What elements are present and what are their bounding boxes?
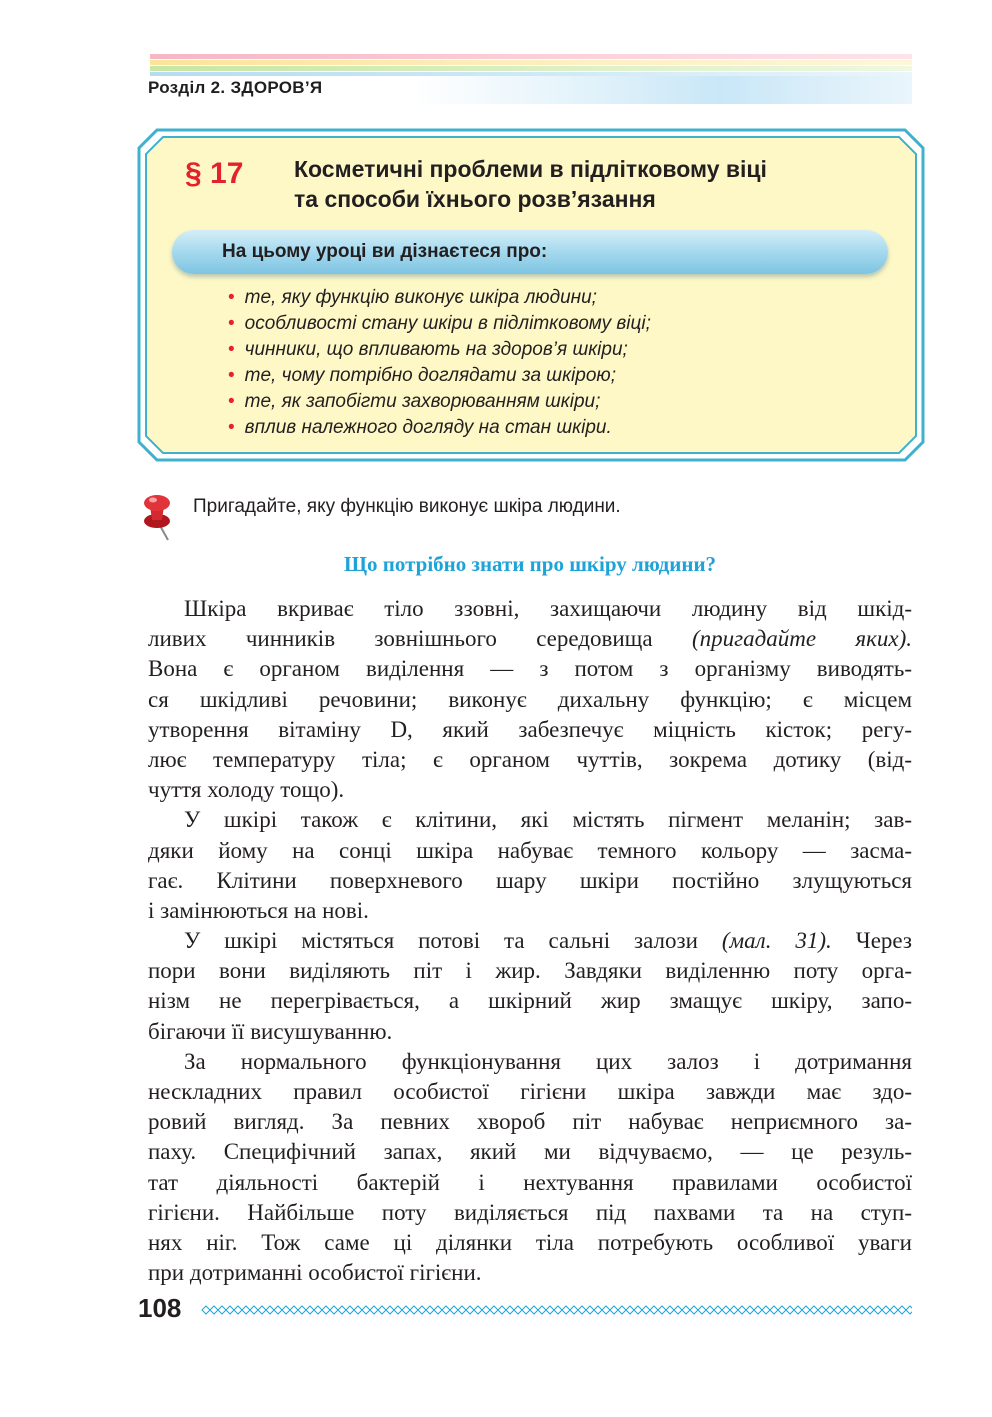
lesson-title-line1: Косметичні проблеми в підлітковому віці <box>294 156 767 182</box>
body-line: при дотриманні особистої гігієни. <box>148 1260 482 1286</box>
body-line: нізм не перегрівається, а шкірний жир змащує шкіру, запо- <box>148 988 912 1014</box>
body-line: нескладних правил особистої гігієни шкіра завжди має здо- <box>148 1079 912 1104</box>
list-item: • те, яку функцію виконує шкіра людини; <box>228 287 597 308</box>
list-item: • те, чому потрібно доглядати за шкірою; <box>228 365 616 386</box>
page-number: 108 <box>138 1293 182 1323</box>
bullet-dot-icon: • <box>228 391 235 412</box>
list-item: • вплив належного догляду на стан шкіри. <box>228 417 612 438</box>
paragraph-number: § 17 <box>185 157 244 190</box>
body-line: і замінюються на нові. <box>148 897 369 923</box>
bullet-dot-icon: • <box>228 287 235 308</box>
body-line: гігієни. Найбільше поту виділяється під пахвами та на ступ- <box>148 1199 912 1225</box>
body-line: тат діяльності бактерій і нехтування правилами особистої <box>148 1169 912 1195</box>
body-line: паху. Специфічний запах, який ми відчуваємо, — це резуль- <box>148 1139 912 1165</box>
body-line: пори вони виділяють піт і жир. Завдяки виділенню поту орга- <box>148 958 912 984</box>
body-line: дяки йому на сонці шкіра набуває темного кольору — засма- <box>148 837 912 863</box>
bullet-dot-icon: • <box>228 313 235 334</box>
body-line: утворення вітаміну D, який забезпечує міцність кісток; регу- <box>148 716 912 742</box>
lesson-title <box>294 154 884 214</box>
footer-ornament <box>200 1304 912 1316</box>
emphasis: (пригадайте яких). <box>691 626 913 652</box>
body-line: Шкіра вкриває тіло ззовні, захищаючи людину від шкід- <box>184 596 912 621</box>
header-stripes <box>150 54 912 76</box>
subheading: Що потрібно знати про шкіру людини? <box>343 552 717 576</box>
bullet-dot-icon: • <box>228 365 235 386</box>
body-line: бігаючи її висушуванню. <box>148 1018 393 1044</box>
pushpin-icon <box>138 492 182 544</box>
emphasis: (мал. 31). <box>721 928 832 954</box>
body-line: За нормального функціонування цих залоз і дотримання <box>184 1048 912 1074</box>
bullet-dot-icon: • <box>228 339 235 360</box>
learn-label: На цьому уроці ви дізнаєтеся про: <box>222 241 548 262</box>
bullet-dot-icon: • <box>228 417 235 438</box>
learning-objectives-list <box>228 285 651 441</box>
section-title: Розділ 2. ЗДОРОВ’Я <box>148 78 323 97</box>
body-line: ровий вигляд. За певних хвороб піт набуває неприємного за- <box>148 1109 912 1135</box>
body-line: лює температуру тіла; є органом чуттів, зокрема дотику (від- <box>148 746 912 772</box>
list-item: • чинники, що впливають на здоров’я шкіри; <box>228 339 628 360</box>
body-line: чуття холоду тощо). <box>148 777 345 803</box>
body-line: ливих чинників зовнішнього середовища (пригадайте яких). <box>148 626 913 652</box>
body-line: гає. Клітини поверхневого шару шкіри постійно злущуються <box>148 867 912 893</box>
body-line: У шкірі також є клітини, які містять пігмент меланін; зав- <box>184 807 912 833</box>
body-line: У шкірі містяться потові та сальні залози (мал. 31). Через <box>184 928 912 954</box>
list-item: • те, як запобігти захворюванням шкіри; <box>228 391 601 412</box>
body-line: ся шкідливі речовини; виконує дихальну функцію; є місцем <box>148 686 912 712</box>
body-line: Вона є органом виділення — з потом з організму виводять- <box>148 656 912 682</box>
lesson-title-line2: та способи їхнього розв’язання <box>294 186 656 212</box>
body-line: нях ніг. Тож саме ці ділянки тіла потребують особливої уваги <box>148 1229 912 1255</box>
list-item: • особливості стану шкіри в підлітковому віці; <box>228 313 651 334</box>
reminder-text: Пригадайте, яку функцію виконує шкіра людини. <box>193 496 621 517</box>
body-text <box>148 594 912 1288</box>
